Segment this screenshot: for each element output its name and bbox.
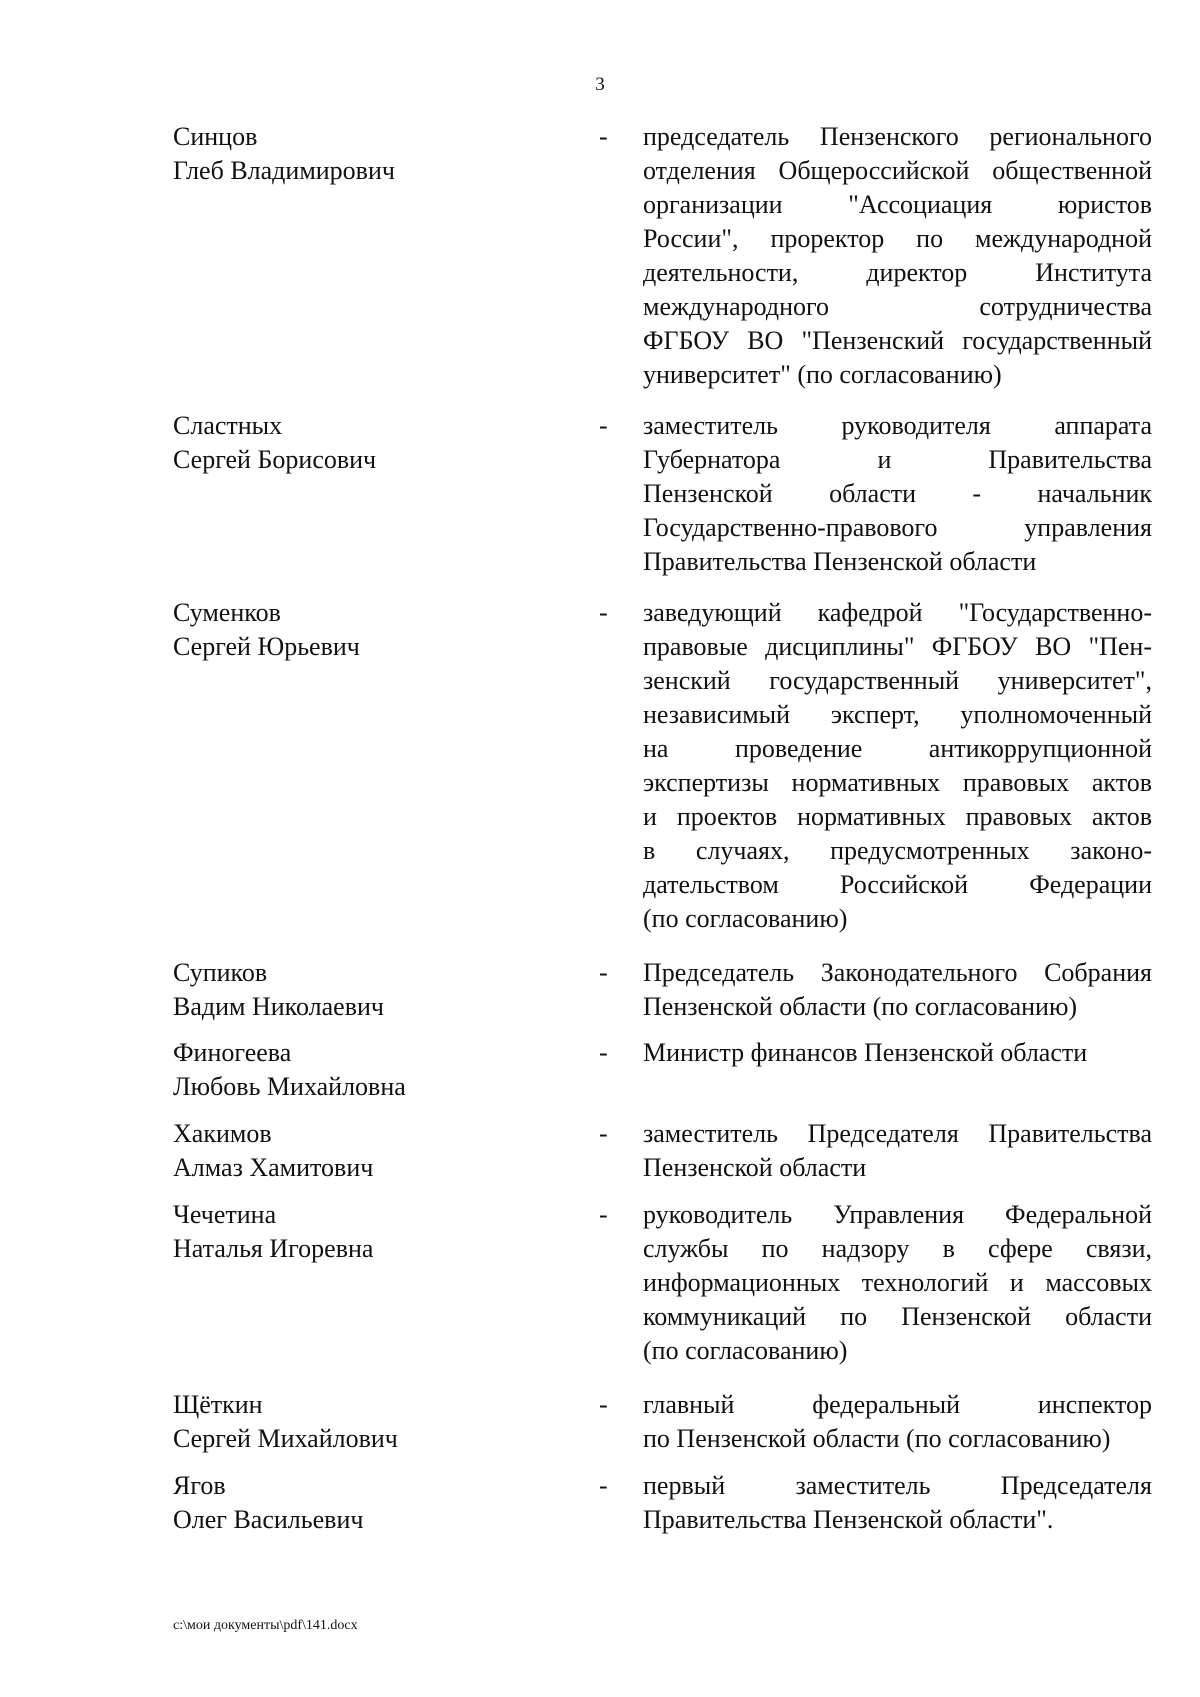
member-surname: Суменков (173, 598, 281, 627)
member-position-line: Председатель Законодательного Собрания (643, 958, 1152, 987)
member-position (643, 1036, 1152, 1070)
member-position-line: руководитель Управления Федеральной (643, 1200, 1152, 1229)
member-dash: - (599, 1119, 608, 1148)
member-name (173, 1117, 599, 1185)
member-position-line: зенский государственный университет", (643, 666, 1152, 695)
member-position-line: по Пензенской области (по согласованию) (643, 1424, 1111, 1453)
member-position-line: деятельности, директор Института (643, 258, 1152, 287)
member-surname: Чечетина (173, 1200, 277, 1229)
member-position (643, 1388, 1152, 1456)
member-dash: - (599, 1471, 608, 1500)
member-position-line: первый заместитель Председателя (643, 1471, 1152, 1500)
member-dash: - (599, 122, 608, 151)
member-position-line: заместитель Председателя Правительства (643, 1119, 1152, 1148)
member-name (173, 1198, 599, 1266)
member-name (173, 409, 599, 477)
page-number: 3 (595, 74, 605, 95)
member-row (173, 1036, 1153, 1104)
member-position (643, 1117, 1152, 1185)
member-position-line: на проведение антикоррупционной (643, 734, 1152, 763)
member-dash: - (599, 1038, 608, 1067)
member-row (173, 409, 1153, 579)
member-position-line: международного сотрудничества (643, 292, 1152, 321)
member-position-line: председатель Пензенского регионального (643, 122, 1152, 151)
member-surname: Хакимов (173, 1119, 272, 1148)
member-row (173, 596, 1153, 936)
member-surname: Щёткин (173, 1390, 263, 1419)
member-position-line: Пензенской области (по согласованию) (643, 992, 1078, 1021)
member-name (173, 1469, 599, 1537)
member-position-line: университет" (по согласованию) (643, 360, 1002, 389)
member-position-line: Пензенской области (643, 1153, 867, 1182)
member-surname: Финогеева (173, 1038, 292, 1067)
member-name (173, 596, 599, 664)
member-given-names: Вадим Николаевич (173, 992, 384, 1021)
member-position-line: правовые дисциплины" ФГБОУ ВО "Пен- (643, 632, 1152, 661)
member-row (173, 1469, 1153, 1537)
member-surname: Супиков (173, 958, 268, 987)
member-position (643, 409, 1152, 579)
member-given-names: Олег Васильевич (173, 1505, 364, 1534)
member-position-line: в случаях, предусмотренных законо- (643, 836, 1152, 865)
member-position-line: Губернатора и Правительства (643, 445, 1152, 474)
member-dash: - (599, 411, 608, 440)
member-position-line: Правительства Пензенской области (643, 547, 1037, 576)
member-name (173, 956, 599, 1024)
member-position (643, 956, 1152, 1024)
member-row (173, 1198, 1153, 1368)
member-position (643, 1198, 1152, 1368)
member-dash: - (599, 1200, 608, 1229)
member-name (173, 1388, 599, 1456)
member-position (643, 120, 1152, 392)
member-position-line: Министр финансов Пензенской области (643, 1038, 1088, 1067)
member-row (173, 956, 1153, 1024)
member-row (173, 120, 1153, 392)
member-position (643, 1469, 1152, 1537)
member-position-line: службы по надзору в сфере связи, (643, 1234, 1152, 1263)
member-surname: Сластных (173, 411, 283, 440)
member-position-line: коммуникаций по Пензенской области (643, 1302, 1152, 1331)
member-position-line: Пензенской области - начальник (643, 479, 1152, 508)
member-given-names: Сергей Михайлович (173, 1424, 398, 1453)
member-dash: - (599, 1390, 608, 1419)
member-position-line: и проектов нормативных правовых актов (643, 802, 1152, 831)
member-position-line: (по согласованию) (643, 904, 848, 933)
member-position-line: дательством Российской Федерации (643, 870, 1152, 899)
member-surname: Ягов (173, 1471, 226, 1500)
member-position-line: организации "Ассоциация юристов (643, 190, 1152, 219)
member-position-line: заведующий кафедрой "Государственно- (643, 598, 1152, 627)
member-dash: - (599, 598, 608, 627)
member-name (173, 120, 599, 188)
member-position-line: экспертизы нормативных правовых актов (643, 768, 1152, 797)
member-given-names: Любовь Михайловна (173, 1072, 406, 1101)
member-given-names: Наталья Игоревна (173, 1234, 374, 1263)
footer-file-path: c:\мои документы\pdf\141.docx (173, 1618, 358, 1633)
member-position-line: главный федеральный инспектор (643, 1390, 1152, 1419)
member-row (173, 1117, 1153, 1185)
member-given-names: Алмаз Хамитович (173, 1153, 374, 1182)
member-given-names: Глеб Владимирович (173, 156, 395, 185)
member-position-line: ФГБОУ ВО "Пензенский государственный (643, 326, 1152, 355)
member-position-line: отделения Общероссийской общественной (643, 156, 1152, 185)
member-given-names: Сергей Борисович (173, 445, 377, 474)
members-list (173, 120, 1153, 1537)
member-position-line: Правительства Пензенской области". (643, 1505, 1054, 1534)
member-surname: Синцов (173, 122, 258, 151)
member-position-line: России", проректор по международной (643, 224, 1152, 253)
member-position-line: Государственно-правового управления (643, 513, 1152, 542)
member-row (173, 1388, 1153, 1456)
member-given-names: Сергей Юрьевич (173, 632, 360, 661)
member-position-line: независимый эксперт, уполномоченный (643, 700, 1152, 729)
member-name (173, 1036, 599, 1104)
member-position-line: (по согласованию) (643, 1336, 848, 1365)
member-dash: - (599, 958, 608, 987)
member-position-line: информационных технологий и массовых (643, 1268, 1152, 1297)
member-position-line: заместитель руководителя аппарата (643, 411, 1152, 440)
member-position (643, 596, 1152, 936)
